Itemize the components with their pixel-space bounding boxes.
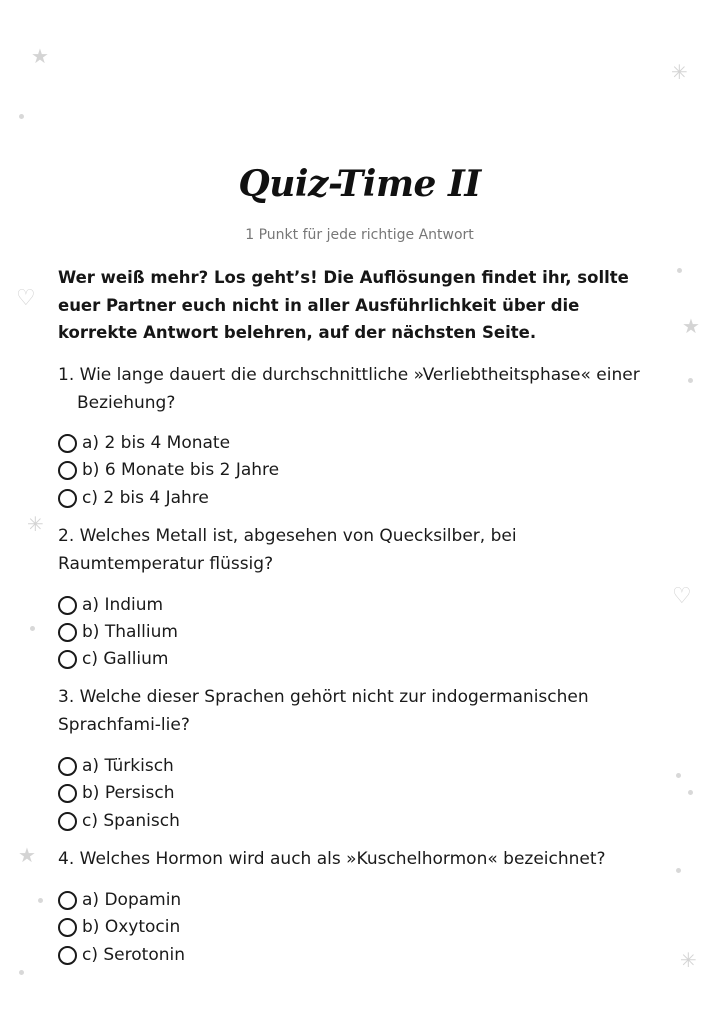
question-number: 1. <box>58 365 75 385</box>
option-label: b) 6 Monate bis 2 Jahre <box>82 460 280 480</box>
question-1 <box>58 361 677 417</box>
decor-dot <box>19 970 24 975</box>
answer-option[interactable] <box>58 621 178 643</box>
answer-option[interactable] <box>58 916 180 938</box>
page-title: Quiz-Time II <box>238 163 481 205</box>
radio-circle-icon[interactable] <box>58 461 77 480</box>
question-number: 2. <box>58 526 75 546</box>
answer-option[interactable] <box>58 755 174 777</box>
radio-circle-icon[interactable] <box>58 757 77 776</box>
option-label: a) Dopamin <box>82 890 182 910</box>
answer-option[interactable] <box>58 594 163 616</box>
answer-option[interactable] <box>58 944 185 966</box>
radio-circle-icon[interactable] <box>58 489 77 508</box>
radio-circle-icon[interactable] <box>58 596 77 615</box>
radio-circle-icon[interactable] <box>58 650 77 669</box>
radio-circle-icon[interactable] <box>58 918 77 937</box>
heart-icon: ♡ <box>16 286 36 311</box>
answer-option[interactable] <box>58 782 174 804</box>
option-label: a) 2 bis 4 Monate <box>82 433 231 453</box>
option-label: c) Gallium <box>82 649 169 669</box>
question-text: Welche dieser Sprachen gehört nicht zur indogermanischen Sprachfami-lie? <box>58 687 589 735</box>
sparkle-icon: ✳ <box>671 60 688 84</box>
star-icon: ★ <box>31 44 49 68</box>
question-2 <box>58 522 658 578</box>
decor-dot <box>677 268 682 273</box>
option-label: c) Serotonin <box>82 945 185 965</box>
radio-circle-icon[interactable] <box>58 891 77 910</box>
decor-dot <box>676 773 681 778</box>
option-label: c) Spanisch <box>82 811 180 831</box>
star-icon: ★ <box>18 843 36 867</box>
option-label: c) 2 bis 4 Jahre <box>82 488 209 508</box>
answer-option[interactable] <box>58 648 168 670</box>
option-label: a) Indium <box>82 595 164 615</box>
question-number: 4. <box>58 849 75 869</box>
option-label: b) Persisch <box>82 783 175 803</box>
radio-circle-icon[interactable] <box>58 434 77 453</box>
decor-dot <box>676 868 681 873</box>
radio-circle-icon[interactable] <box>58 784 77 803</box>
question-number: 3. <box>58 687 75 707</box>
heart-icon: ♡ <box>672 584 692 609</box>
answer-option[interactable] <box>58 432 230 454</box>
page-subtitle: 1 Punkt für jede richtige Antwort <box>245 227 474 243</box>
intro-text: Wer weiß mehr? Los geht’s! Die Auflösungen findet ihr, sollte euer Partner euch nicht in aller Ausführlichkeit über die korrekte Antwort belehren, auf der nächsten Seite. <box>58 268 629 342</box>
radio-circle-icon[interactable] <box>58 812 77 831</box>
answer-option[interactable] <box>58 487 209 509</box>
question-text: Welches Hormon wird auch als »Kuschelhormon« bezeichnet? <box>79 849 606 869</box>
option-label: b) Thallium <box>82 622 178 642</box>
decor-dot <box>30 626 35 631</box>
decor-dot <box>688 790 693 795</box>
question-4 <box>58 845 658 873</box>
question-text: Wie lange dauert die durchschnittliche »Verliebtheitsphase« einer Beziehung? <box>77 365 640 413</box>
option-label: b) Oxytocin <box>82 917 181 937</box>
option-label: a) Türkisch <box>82 756 174 776</box>
decor-dot <box>19 114 24 119</box>
decor-dot <box>688 378 693 383</box>
question-3 <box>58 683 658 739</box>
decor-dot <box>38 898 43 903</box>
radio-circle-icon[interactable] <box>58 946 77 965</box>
radio-circle-icon[interactable] <box>58 623 77 642</box>
star-icon: ★ <box>682 314 700 338</box>
answer-option[interactable] <box>58 889 181 911</box>
sparkle-icon: ✳ <box>680 948 697 972</box>
question-text: Welches Metall ist, abgesehen von Quecksilber, bei Raumtemperatur flüssig? <box>58 526 517 574</box>
answer-option[interactable] <box>58 810 180 832</box>
answer-option[interactable] <box>58 459 279 481</box>
sparkle-icon: ✳ <box>27 512 44 536</box>
